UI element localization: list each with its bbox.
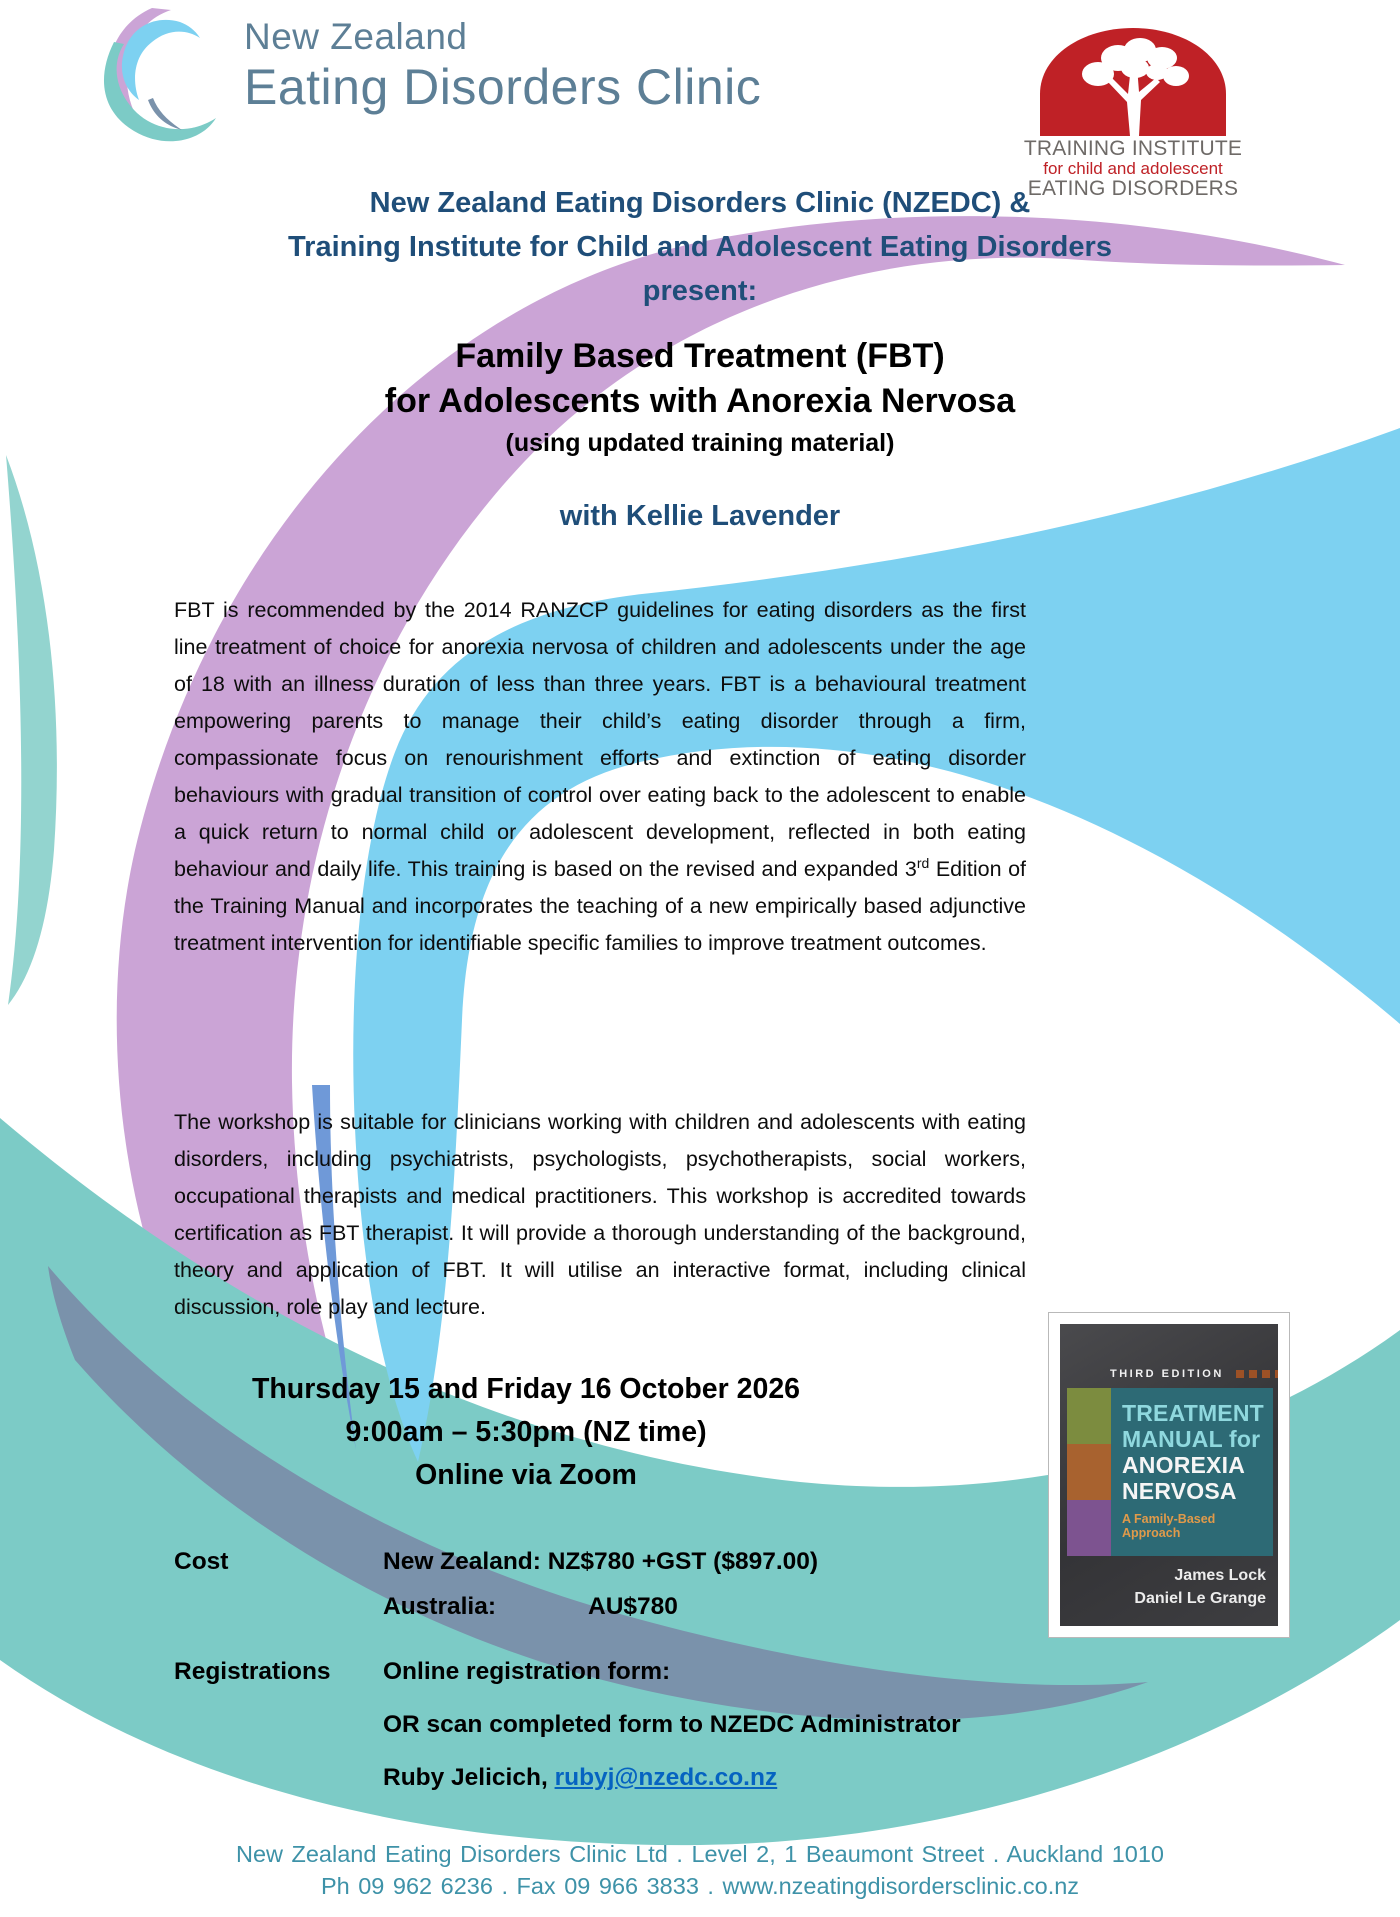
training-institute-line1: TRAINING INSTITUTE xyxy=(1023,137,1243,160)
presenters-header xyxy=(0,181,1400,313)
book-title-line2: MANUAL for xyxy=(1122,1426,1261,1452)
book-title-line3: ANOREXIA xyxy=(1122,1452,1246,1478)
footer-phone-web: Ph 09 962 6236 . Fax 09 966 3833 . www.nzeatingdisordersclinic.co.nz xyxy=(320,1873,1080,1899)
cost-values xyxy=(383,1548,818,1621)
registrations-details xyxy=(383,1658,961,1817)
nzedc-logo xyxy=(92,4,761,144)
treatment-manual-book-cover xyxy=(1048,1312,1290,1638)
nzedc-logo-text xyxy=(244,18,761,113)
book-title-line4: NERVOSA xyxy=(1122,1478,1237,1504)
header-line3: present: xyxy=(642,275,758,307)
training-institute-line2: for child and adolescent xyxy=(1043,159,1223,178)
workshop-title xyxy=(0,334,1400,462)
book-author2: Daniel Le Grange xyxy=(1134,1590,1266,1607)
cost-label: Cost xyxy=(174,1548,229,1575)
training-institute-logo xyxy=(1008,8,1258,199)
book-author1: James Lock xyxy=(1174,1567,1266,1584)
event-time: 9:00am – 5:30pm (NZ time) xyxy=(345,1416,707,1448)
paragraph1-superscript: rd xyxy=(916,854,930,871)
presenter-name: with Kellie Lavender xyxy=(559,500,841,532)
training-institute-line3: EATING DISORDERS xyxy=(1027,177,1239,200)
book-purple-block xyxy=(1067,1500,1111,1556)
book-orange-block xyxy=(1067,1444,1111,1500)
header-line2: Training Institute for Child and Adolescent Eating Disorders xyxy=(288,231,1112,263)
description-paragraph-2: The workshop is suitable for clinicians working with children and adolescents with eating disorders, including psychiatrists, psychologists, psychotherapists, social workers, occupational therapists and medical practitioners. This workshop is accredited towards certification as FBT therapist. It will provide a thorough understanding of the background, theory and application of FBT. It will utilise an interactive format, including clinical discussion, role play and lecture. xyxy=(174,1110,1026,1319)
registrations-label: Registrations xyxy=(174,1658,331,1685)
book-subtitle: A Family-Based Approach xyxy=(1122,1512,1216,1540)
header-line1: New Zealand Eating Disorders Clinic (NZEDC) & xyxy=(369,187,1031,219)
footer-contact xyxy=(0,1838,1400,1902)
book-color-column xyxy=(1067,1388,1111,1556)
nzedc-swirl-icon xyxy=(92,4,232,144)
registration-online-form: Online registration form: xyxy=(383,1658,671,1685)
book-edition-label: THIRD EDITION xyxy=(1110,1368,1224,1380)
book-title-panel xyxy=(1111,1388,1273,1556)
nzedc-logo-line2: Eating Disorders Clinic xyxy=(244,58,762,115)
edition-squares-decoration xyxy=(1231,1370,1278,1378)
registration-scan-instruction: OR scan completed form to NZEDC Administrator xyxy=(383,1711,961,1738)
description-paragraph-1 xyxy=(174,592,1026,962)
book-cover xyxy=(1060,1324,1278,1626)
nzedc-logo-line1: New Zealand xyxy=(244,16,468,57)
registration-contact xyxy=(383,1764,961,1792)
training-institute-arch xyxy=(1040,28,1226,136)
cost-au-value: AU$780 xyxy=(588,1593,678,1620)
event-date: Thursday 15 and Friday 16 October 2026 xyxy=(251,1373,801,1405)
cost-au xyxy=(383,1593,818,1621)
tree-icon xyxy=(1040,28,1226,136)
title-line2: for Adolescents with Anorexia Nervosa xyxy=(384,382,1016,420)
swirl-teal-sliver xyxy=(6,455,57,1005)
title-line1: Family Based Treatment (FBT) xyxy=(455,337,945,375)
book-authors xyxy=(1134,1564,1266,1610)
paragraph1-text-cont: Edition of the Training Manual and incorporates the teaching of a new empirically based adjunctive treatment intervention for identifiable specific families to improve treatment outcomes. xyxy=(174,857,1027,955)
title-line3: (using updated training material) xyxy=(505,429,895,457)
event-mode: Online via Zoom xyxy=(415,1459,637,1491)
footer-address: New Zealand Eating Disorders Clinic Ltd . Level 2, 1 Beaumont Street . Auckland 1010 xyxy=(235,1841,1165,1867)
administrator-name: Ruby Jelicich, xyxy=(383,1764,555,1791)
cost-nz: New Zealand: NZ$780 +GST ($897.00) xyxy=(383,1548,819,1575)
event-details xyxy=(174,1368,878,1497)
book-green-block xyxy=(1067,1388,1111,1444)
email-link[interactable]: rubyj@nzedc.co.nz xyxy=(554,1764,778,1791)
book-title-line1: TREATMENT xyxy=(1122,1400,1264,1426)
book-edition-row xyxy=(1110,1368,1278,1380)
cost-au-label: Australia: xyxy=(383,1593,497,1620)
paragraph1-text: FBT is recommended by the 2014 RANZCP guidelines for eating disorders as the first line treatment of choice for anorexia nervosa of children and adolescents under the age of 18 with an illness duration of less than three years. FBT is a behavioural treatment empowering parents to manage their child’s eating disorder through a firm, compassionate focus on renourishment efforts and extinction of eating disorder behaviours with gradual transition of control over eating back to the adolescent to enable a quick return to normal child or adolescent development, reflected in both eating behaviour and daily life. This training is based on the revised and expanded 3 xyxy=(174,598,1026,881)
